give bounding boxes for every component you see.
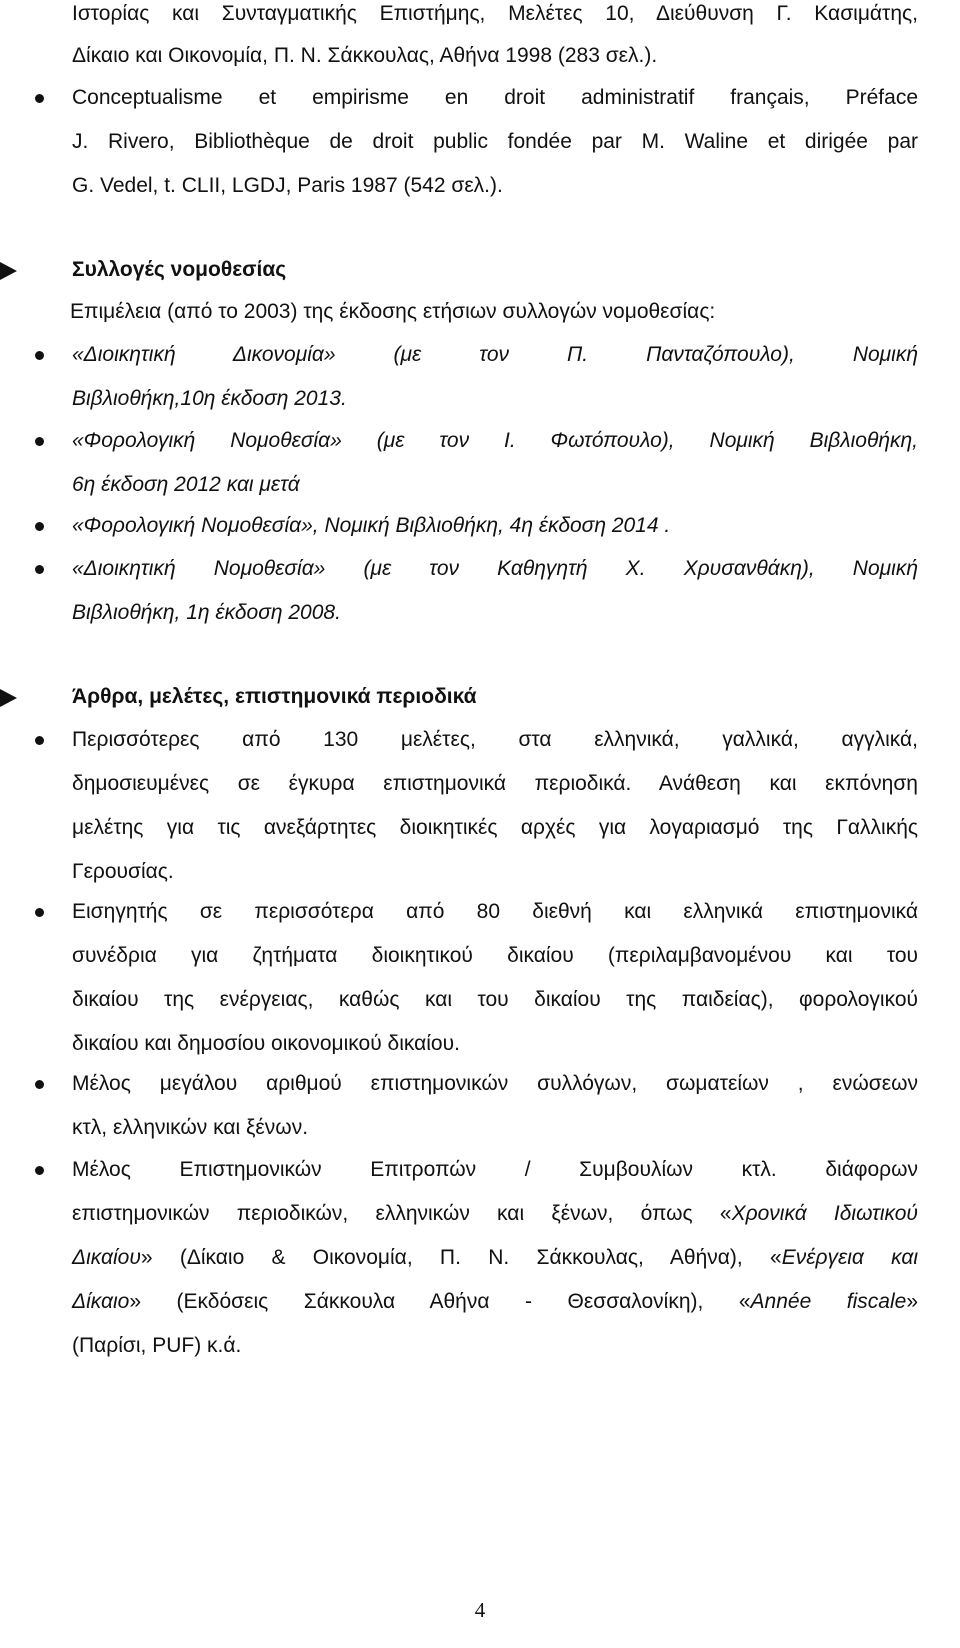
list-item-line: δημοσιευμένες σε έγκυρα επιστημονικά περιοδικά. Ανάθεση και εκπόνηση [72, 772, 918, 795]
list-item-line: «Διοικητική Δικονομία» (με τον Π. Πανταζόπουλο), Νομική [72, 343, 918, 366]
list-item-line: Βιβλιοθήκη,10η έκδοση 2013. [72, 387, 347, 410]
text-run: » (Εκδόσεις Σάκκουλα Αθήνα - Θεσσαλονίκη), « [129, 1290, 751, 1313]
list-item-line: μελέτης για τις ανεξάρτητες διοικητικές αρχές για λογαριασμό της Γαλλικής [72, 816, 918, 839]
bullet-icon [35, 1166, 44, 1175]
list-item-line: δικαίου και δημοσίου οικονομικού δικαίου. [72, 1032, 460, 1055]
text-run: » (Δίκαιο & Οικονομία, Π. Ν. Σάκκουλας, Αθήνα), « [140, 1246, 782, 1269]
section-title: Συλλογές νομοθεσίας [72, 258, 287, 281]
section-title: Άρθρα, μελέτες, επιστημονικά περιοδικά [72, 685, 477, 708]
list-item [72, 1148, 918, 1368]
bullet-icon [35, 908, 44, 917]
book-line-3: G. Vedel, t. CLII, LGDJ, Paris 1987 (542 σελ.). [72, 174, 503, 197]
list-item [72, 504, 918, 548]
section-heading-articles [72, 675, 918, 719]
legislation-intro: Επιμέλεια (από το 2003) της έκδοσης ετήσιων συλλογών νομοθεσίας: [70, 300, 716, 323]
text-run: επιστημονικών περιοδικών, ελληνικών και ξένων, όπως « [72, 1202, 732, 1225]
journal-title: Δικαίου [72, 1246, 141, 1269]
journal-title: Δίκαιο [72, 1290, 130, 1313]
list-item-line: (Παρίσι, PUF) κ.ά. [72, 1334, 242, 1357]
list-item [72, 419, 918, 507]
list-item-line: Περισσότερες από 130 μελέτες, στα ελληνικά, γαλλικά, αγγλικά, [72, 728, 918, 751]
bullet-icon [35, 522, 44, 531]
intro-line-1: Ιστορίας και Συνταγματικής Επιστήμης, Μελέτες 10, Διεύθυνση Γ. Κασιμάτης, [72, 2, 918, 25]
text-run: » [906, 1290, 918, 1313]
bullet-icon [35, 94, 44, 103]
list-item-line: δικαίου της ενέργειας, καθώς και του δικαίου της παιδείας), φορολογικού [72, 988, 918, 1011]
book-list-item [72, 76, 918, 208]
journal-title: Année fiscale [750, 1290, 907, 1313]
list-item-line: «Φορολογική Νομοθεσία», Νομική Βιβλιοθήκη, 4η έκδοση 2014 . [72, 514, 671, 537]
list-item [72, 547, 918, 635]
book-line-1: Conceptualisme et empirisme en droit administratif français, Préface [72, 86, 918, 109]
list-item-line [72, 1236, 918, 1280]
list-item-line: κτλ, ελληνικών και ξένων. [72, 1116, 309, 1139]
triangle-right-icon [0, 689, 17, 707]
list-item-line: Μέλος Επιστημονικών Επιτροπών / Συμβουλίων κτλ. διάφορων [72, 1158, 918, 1181]
list-item [72, 1062, 918, 1150]
triangle-right-icon [0, 262, 17, 280]
journal-title: Ενέργεια και [781, 1246, 918, 1269]
bullet-icon [35, 565, 44, 574]
list-item-line: «Διοικητική Νομοθεσία» (με τον Καθηγητή Χ. Χρυσανθάκη), Νομική [72, 557, 918, 580]
journal-title: Χρονικά Ιδιωτικού [731, 1202, 918, 1225]
list-item [72, 333, 918, 421]
list-item-line: 6η έκδοση 2012 και μετά [72, 473, 300, 496]
list-item [72, 890, 918, 1066]
list-item-line [72, 1280, 918, 1324]
list-item-line [72, 1192, 918, 1236]
bullet-icon [35, 1080, 44, 1089]
intro-line-2: Δίκαιο και Οικονομία, Π. Ν. Σάκκουλας, Αθήνα 1998 (283 σελ.). [72, 44, 658, 67]
list-item [72, 718, 918, 894]
book-line-2: J. Rivero, Bibliothèque de droit public fondée par M. Waline et dirigée par [72, 130, 918, 153]
bullet-icon [35, 351, 44, 360]
bullet-icon [35, 437, 44, 446]
list-item-line: συνέδρια για ζητήματα διοικητικού δικαίου (περιλαμβανομένου και του [72, 944, 918, 967]
list-item-line: Γερουσίας. [72, 860, 174, 883]
list-item-line: «Φορολογική Νομοθεσία» (με τον Ι. Φωτόπουλο), Νομική Βιβλιοθήκη, [72, 429, 918, 452]
list-item-line: Βιβλιοθήκη, 1η έκδοση 2008. [72, 601, 341, 624]
list-item-line: Μέλος μεγάλου αριθμού επιστημονικών συλλόγων, σωματείων , ενώσεων [72, 1072, 918, 1095]
list-item-line: Εισηγητής σε περισσότερα από 80 διεθνή και ελληνικά επιστημονικά [72, 900, 918, 923]
page-number: 4 [474, 1598, 486, 1622]
section-heading-legislation [72, 248, 918, 292]
bullet-icon [35, 736, 44, 745]
